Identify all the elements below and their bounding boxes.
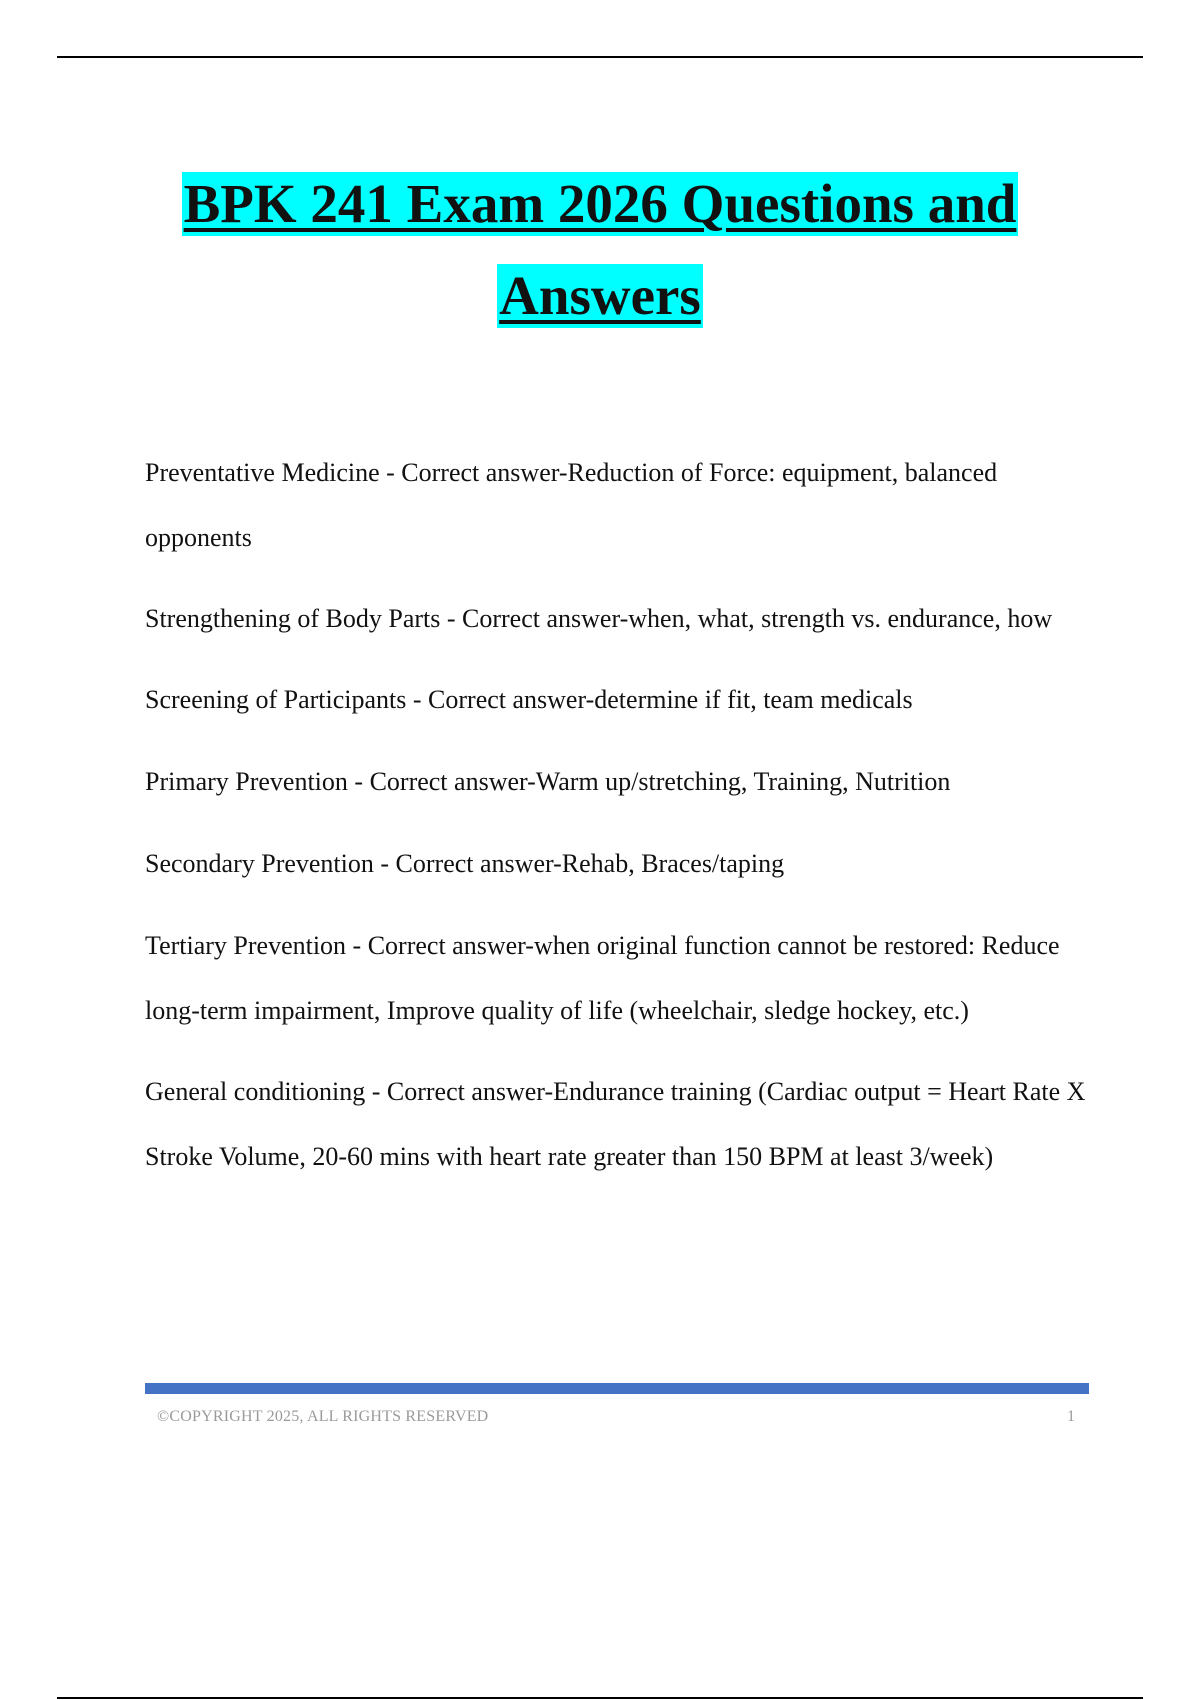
footer-bar (145, 1383, 1089, 1394)
qa-item-general-conditioning: General conditioning - Correct answer-Endurance training (Cardiac output = Heart Rate X Stroke Volume, 20-60 mins with heart rate greater than 150 BPM at least 3/week) (145, 1077, 1086, 1171)
footer-copyright: ©COPYRIGHT 2025, ALL RIGHTS RESERVED (157, 1408, 489, 1425)
page-number: 1 (1067, 1408, 1075, 1425)
qa-item-tertiary-prevention: Tertiary Prevention - Correct answer-when original function cannot be restored: Reduce long-term impairment, Improve quality of life (wheelchair, sledge hockey, etc.) (145, 931, 1060, 1025)
qa-item-screening: Screening of Participants - Correct answer-determine if fit, team medicals (145, 685, 913, 714)
bottom-rule (57, 1697, 1143, 1699)
title-line-2: Answers (499, 265, 701, 326)
document-title (0, 172, 1200, 356)
qa-item-primary-prevention: Primary Prevention - Correct answer-Warm up/stretching, Training, Nutrition (145, 767, 951, 796)
top-rule (57, 56, 1143, 58)
qa-item-preventative-medicine: Preventative Medicine - Correct answer-Reduction of Force: equipment, balanced opponents (145, 458, 998, 552)
qa-item-secondary-prevention: Secondary Prevention - Correct answer-Rehab, Braces/taping (145, 849, 785, 878)
qa-list (145, 440, 1090, 1205)
qa-item-strengthening: Strengthening of Body Parts - Correct answer-when, what, strength vs. endurance, how (145, 604, 1053, 633)
title-line-1: BPK 241 Exam 2026 Questions and (183, 173, 1017, 234)
